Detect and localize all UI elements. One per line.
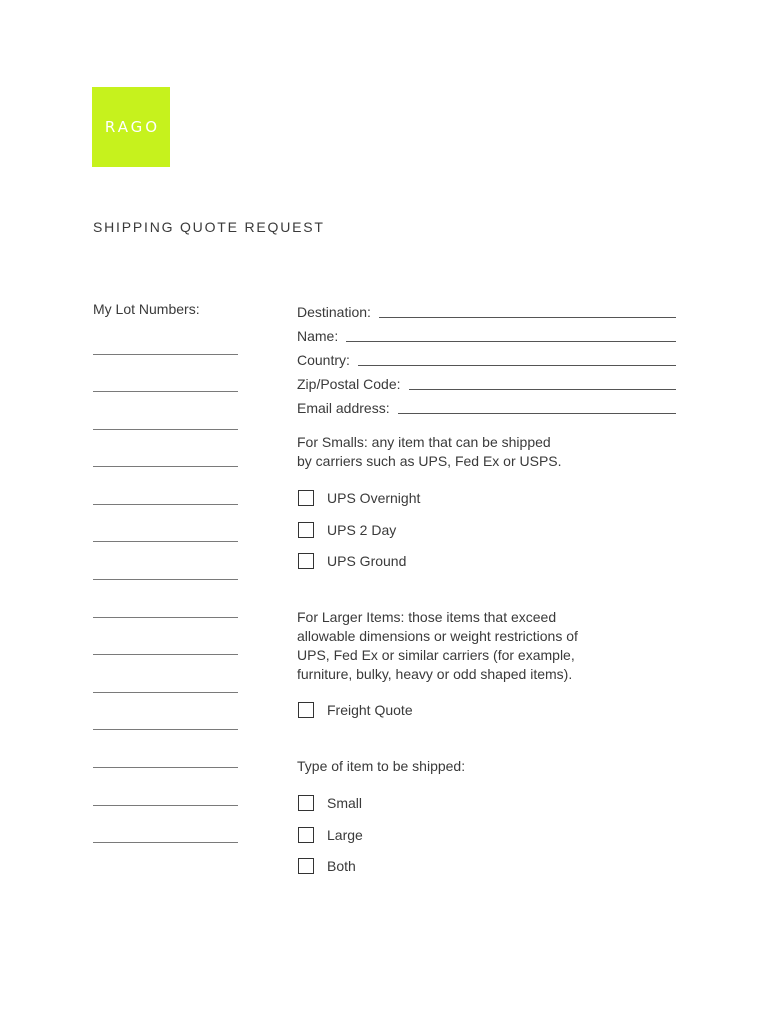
lot-number-line-1[interactable] (93, 354, 238, 355)
ups-ground-label: UPS Ground (327, 553, 407, 569)
lot-number-line-8[interactable] (93, 617, 238, 618)
ups-ground-checkbox[interactable] (298, 553, 314, 569)
lot-number-line-11[interactable] (93, 729, 238, 730)
larger-description-line: For Larger Items: those items that exceed (297, 609, 557, 625)
ups-overnight-label: UPS Overnight (327, 490, 421, 506)
lot-numbers-label: My Lot Numbers: (93, 301, 200, 317)
smalls-description-line: by carriers such as UPS, Fed Ex or USPS. (297, 453, 562, 469)
name-field (297, 325, 676, 345)
ups-ground-option[interactable] (298, 551, 406, 571)
destination-field (297, 301, 676, 321)
zip-label: Zip/Postal Code: (297, 376, 401, 392)
email-input[interactable] (398, 413, 676, 414)
lot-number-line-9[interactable] (93, 654, 238, 655)
destination-label: Destination: (297, 304, 371, 320)
both-checkbox[interactable] (298, 858, 314, 874)
country-field (297, 349, 676, 369)
ups-2day-label: UPS 2 Day (327, 522, 397, 538)
larger-description-line: UPS, Fed Ex or similar carriers (for example, (297, 647, 575, 663)
page-title: SHIPPING QUOTE REQUEST (93, 219, 325, 235)
item-type-label: Type of item to be shipped: (297, 758, 466, 774)
name-input[interactable] (346, 341, 676, 342)
large-label: Large (327, 827, 363, 843)
freight-quote-label: Freight Quote (327, 702, 413, 718)
lot-number-line-3[interactable] (93, 429, 238, 430)
lot-number-line-14[interactable] (93, 842, 238, 843)
rago-logo (92, 87, 170, 167)
both-label: Both (327, 858, 356, 874)
zip-field (297, 373, 676, 393)
freight-quote-option[interactable] (298, 700, 413, 720)
ups-2day-option[interactable] (298, 520, 396, 540)
email-field (297, 397, 676, 417)
email-label: Email address: (297, 400, 390, 416)
lot-number-line-13[interactable] (93, 805, 238, 806)
item-type-heading (297, 757, 627, 776)
name-label: Name: (297, 328, 339, 344)
larger-description-line: furniture, bulky, heavy or odd shaped items). (297, 666, 573, 682)
country-label: Country: (297, 352, 350, 368)
larger-items-description (297, 608, 627, 684)
ups-2day-checkbox[interactable] (298, 522, 314, 538)
small-label: Small (327, 795, 363, 811)
lot-number-line-2[interactable] (93, 391, 238, 392)
smalls-description (297, 433, 627, 471)
ups-overnight-option[interactable] (298, 488, 420, 508)
destination-input[interactable] (379, 317, 676, 318)
small-option[interactable] (298, 793, 362, 813)
lot-number-line-10[interactable] (93, 692, 238, 693)
smalls-description-line: For Smalls: any item that can be shipped (297, 434, 551, 450)
lot-number-line-4[interactable] (93, 466, 238, 467)
small-checkbox[interactable] (298, 795, 314, 811)
large-checkbox[interactable] (298, 827, 314, 843)
country-input[interactable] (358, 365, 676, 366)
zip-input[interactable] (409, 389, 677, 390)
freight-quote-checkbox[interactable] (298, 702, 314, 718)
larger-description-line: allowable dimensions or weight restrictions of (297, 628, 578, 644)
both-option[interactable] (298, 856, 356, 876)
lot-number-line-7[interactable] (93, 579, 238, 580)
lot-number-line-5[interactable] (93, 504, 238, 505)
ups-overnight-checkbox[interactable] (298, 490, 314, 506)
lot-number-line-6[interactable] (93, 541, 238, 542)
large-option[interactable] (298, 825, 363, 845)
logo-text: RAGO (104, 118, 161, 136)
lot-number-line-12[interactable] (93, 767, 238, 768)
